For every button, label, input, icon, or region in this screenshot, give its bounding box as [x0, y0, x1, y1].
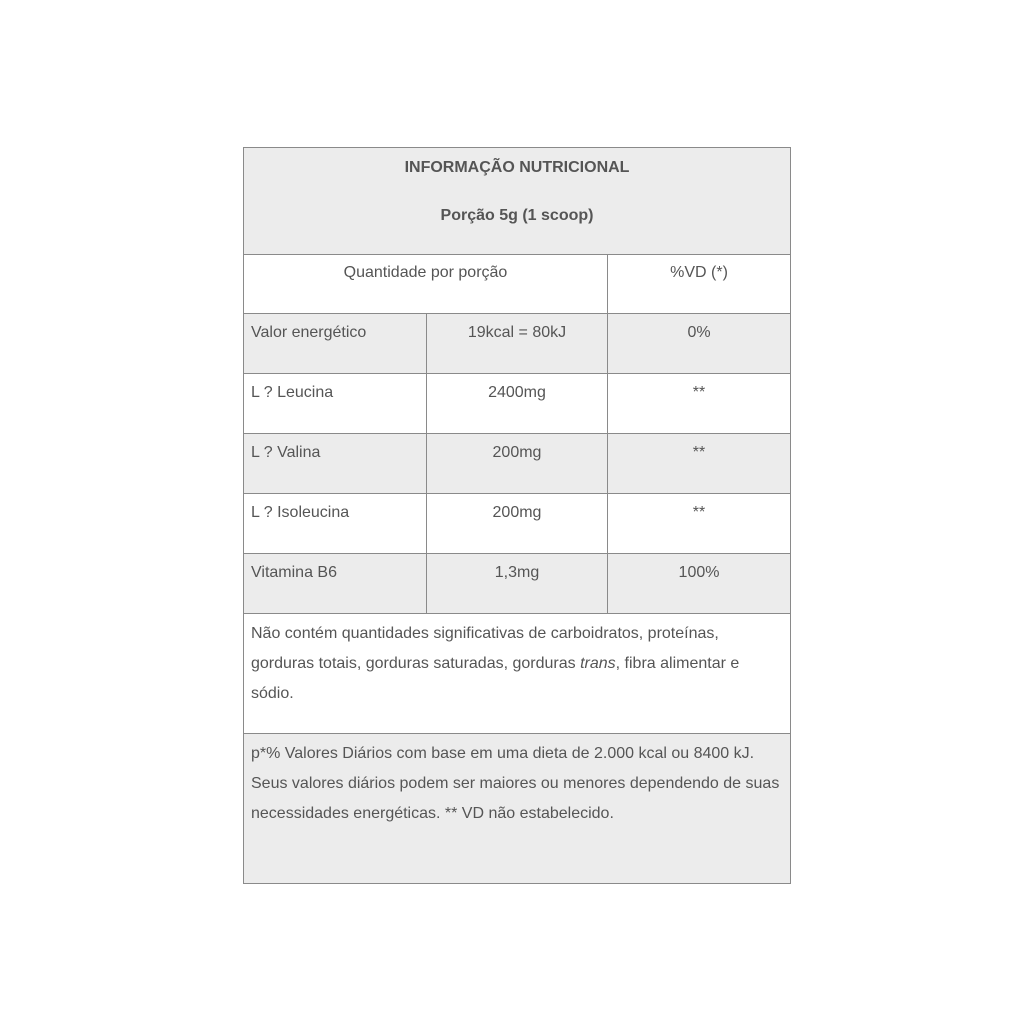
nutrient-name: Vitamina B6 [244, 554, 427, 614]
table-row [244, 374, 791, 434]
nutrient-vd: ** [608, 374, 791, 434]
nutrient-amount: 2400mg [427, 374, 608, 434]
nutrient-vd: 0% [608, 314, 791, 374]
note-row [244, 614, 791, 734]
note-text-italic: trans [580, 655, 616, 672]
note-text-end: , fibra alimentar e sódio. [251, 655, 740, 702]
nutrient-vd: ** [608, 494, 791, 554]
portion-size: Porção 5g (1 scoop) [440, 207, 594, 224]
column-header-quantity: Quantidade por porção [244, 255, 608, 314]
nutrient-name: L ? Valina [244, 434, 427, 494]
nutrition-note [244, 614, 791, 734]
table-header [244, 148, 791, 255]
table-row [244, 434, 791, 494]
table-header-row [244, 148, 791, 255]
daily-values-footnote: p*% Valores Diários com base em uma dieta de 2.000 kcal ou 8400 kJ. Seus valores diários podem ser maiores ou menores dependendo de suas necessidades energéticas. ** VD não estabelecido. [244, 734, 791, 884]
table-title: INFORMAÇÃO NUTRICIONAL [404, 159, 630, 176]
column-header-vd: %VD (*) [608, 255, 791, 314]
nutrient-name: L ? Leucina [244, 374, 427, 434]
nutrient-amount: 19kcal = 80kJ [427, 314, 608, 374]
nutrient-vd: 100% [608, 554, 791, 614]
nutrient-name: Valor energético [244, 314, 427, 374]
nutrient-amount: 1,3mg [427, 554, 608, 614]
column-header-row [244, 255, 791, 314]
nutrient-vd: ** [608, 434, 791, 494]
note-text-start: Não contém quantidades significativas de carboidratos, proteínas, gorduras totais, gorduras saturadas, gorduras [251, 625, 719, 672]
nutrition-facts-table [243, 147, 791, 884]
nutrient-amount: 200mg [427, 494, 608, 554]
table-row [244, 554, 791, 614]
nutrient-amount: 200mg [427, 434, 608, 494]
nutrient-name: L ? Isoleucina [244, 494, 427, 554]
table-row [244, 494, 791, 554]
footnote-row [244, 734, 791, 884]
table-row [244, 314, 791, 374]
